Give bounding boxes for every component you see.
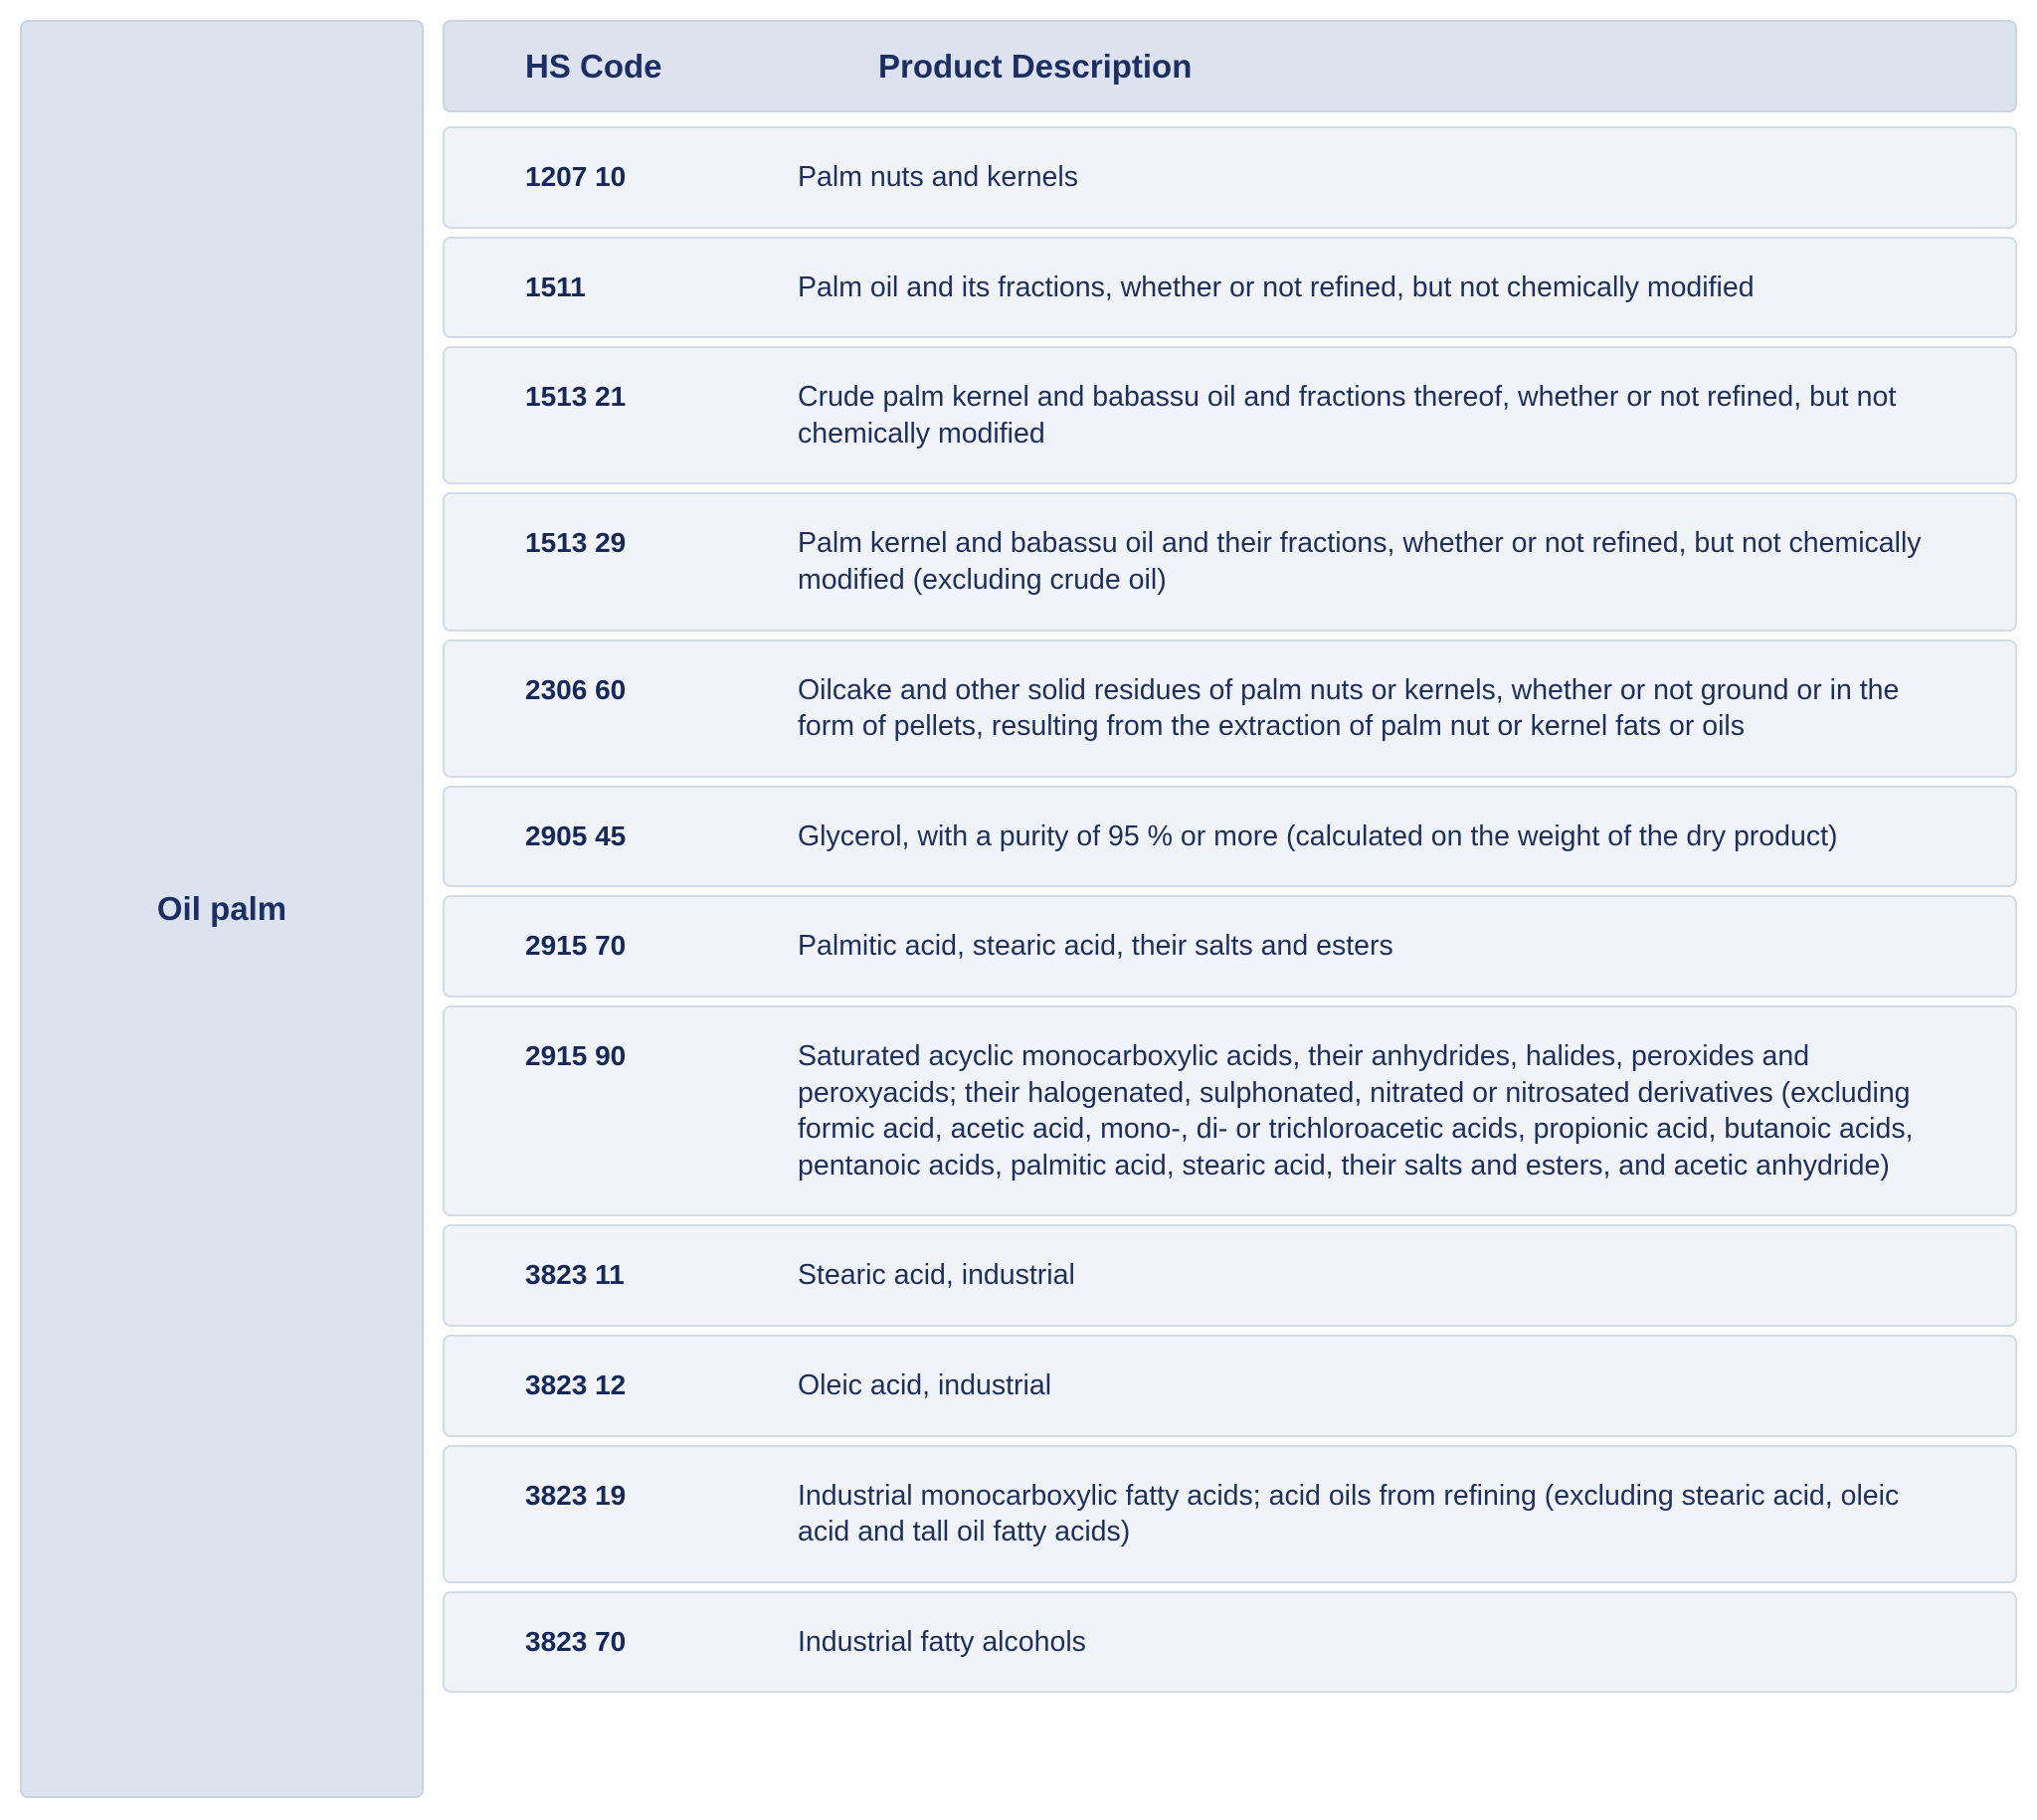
product-description: Palm nuts and kernels [798, 161, 1078, 193]
table-row [443, 786, 2017, 888]
table-row [443, 346, 2017, 484]
hs-code-table [443, 20, 2017, 1701]
hs-code: 2915 70 [525, 930, 627, 962]
product-description: Saturated acyclic monocarboxylic acids, their anhydrides, halides, peroxides and peroxyacids; their halogenated, sulphonated, nitrated or nitrosated derivatives (excluding formic acid, acetic acid, mono-, di- or trichloroacetic acids, propionic acid, butanoic acids, pentanoic acids, palmitic acid, stearic acid, their salts and esters, and acetic anhydride) [798, 1039, 1914, 1182]
hs-code: 2306 60 [525, 673, 627, 705]
table-row [443, 639, 2017, 778]
product-description: Palm kernel and babassu oil and their fractions, whether or not refined, but not chemically modified (excluding crude oil) [798, 527, 1922, 596]
table-row [443, 492, 2017, 631]
table-row [443, 1591, 2017, 1694]
category-label: Oil palm [156, 890, 287, 927]
product-description: Crude palm kernel and babassu oil and fractions thereof, whether or not refined, but not chemically modified [798, 381, 1897, 450]
product-description: Oilcake and other solid residues of palm nuts or kernels, whether or not ground or in the form of pellets, resulting from the extraction of palm nut or kernel fats or oils [798, 673, 1900, 743]
product-description: Oleic acid, industrial [798, 1368, 1052, 1401]
hs-code: 1207 10 [525, 161, 627, 192]
hs-code: 3823 70 [525, 1625, 627, 1657]
table-row [443, 1224, 2017, 1327]
hs-code: 2905 45 [525, 819, 627, 851]
hs-code: 1513 21 [525, 381, 627, 413]
hs-code: 1513 29 [525, 527, 627, 559]
header-hs-code: HS Code [525, 47, 662, 85]
hs-code: 1511 [525, 271, 586, 302]
table-row [443, 895, 2017, 998]
product-description: Industrial monocarboxylic fatty acids; acid oils from refining (excluding stearic acid, oleic acid and tall oil fatty acids) [798, 1479, 1900, 1548]
hs-code: 3823 12 [525, 1368, 627, 1400]
hs-code: 3823 19 [525, 1479, 627, 1511]
table-row [443, 1005, 2017, 1216]
table-row [443, 1445, 2017, 1583]
hs-code: 2915 90 [525, 1039, 627, 1071]
product-description: Glycerol, with a purity of 95 % or more (calculated on the weight of the dry product) [798, 819, 1838, 852]
category-cell [20, 20, 424, 1798]
table-row [443, 237, 2017, 339]
header-product-description: Product Description [878, 47, 1193, 85]
table-header [443, 20, 2017, 112]
hs-code: 3823 11 [525, 1259, 625, 1291]
product-description: Industrial fatty alcohols [798, 1625, 1086, 1658]
table-row [443, 1335, 2017, 1437]
product-description: Palm oil and its fractions, whether or not refined, but not chemically modified [798, 271, 1755, 303]
product-description: Palmitic acid, stearic acid, their salts and esters [798, 930, 1393, 963]
table-row [443, 126, 2017, 229]
product-description: Stearic acid, industrial [798, 1259, 1075, 1292]
